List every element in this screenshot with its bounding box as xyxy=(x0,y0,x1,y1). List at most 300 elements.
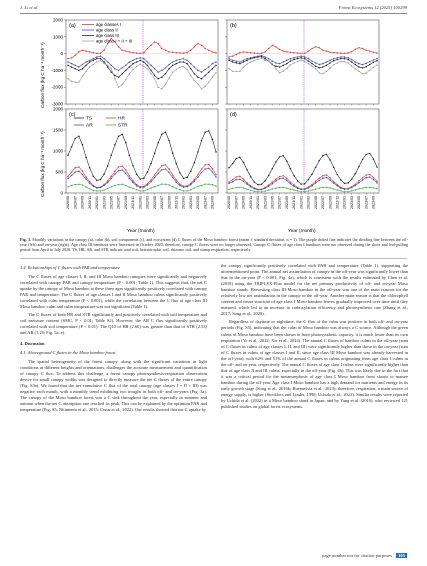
x-tick-label: 2021/03 xyxy=(263,196,268,209)
data-point xyxy=(168,51,170,53)
data-point xyxy=(204,131,206,133)
data-point xyxy=(279,156,281,158)
data-point xyxy=(293,52,295,54)
data-point xyxy=(297,58,299,60)
data-point xyxy=(67,58,69,60)
data-point xyxy=(103,173,105,175)
data-point xyxy=(201,185,203,187)
data-point xyxy=(311,60,313,62)
caption-text: Monthly variations in the canopy (a), culm (b), soil components (c), and ecosystem (d) C fluxes of the Moso bamboo forest (mean ± standard deviation, n = 3). The purple dotted line indicates the dividing line between the off-year (left) and on-year (right). Age class III bamboos were harvested in October 2020; therefore, canopy C fluxes were no longer observed. Canopy C fluxes of age class I bamboos were not observed during the shoot and leaf-pulling period from April to July 2020. TS, HR, AR, and STR indicate total soil, heterotrophic soil, rhizome soil, and stump respiration, respectively. xyxy=(20,237,408,253)
data-point xyxy=(150,65,152,67)
series-line xyxy=(229,154,377,185)
data-point xyxy=(235,187,237,189)
data-point xyxy=(311,189,313,191)
data-point xyxy=(268,48,270,50)
data-point xyxy=(329,177,331,179)
data-point xyxy=(268,58,270,60)
data-point xyxy=(243,178,245,180)
data-point xyxy=(111,186,113,188)
data-point xyxy=(308,50,310,52)
data-point xyxy=(107,65,109,67)
data-point xyxy=(254,52,256,54)
data-point xyxy=(243,51,245,53)
data-point xyxy=(272,168,274,170)
panel-b-frame xyxy=(227,20,379,104)
data-point xyxy=(103,189,105,191)
data-point xyxy=(351,178,353,180)
data-point xyxy=(111,175,113,177)
data-point xyxy=(176,181,178,183)
data-point xyxy=(308,179,310,181)
data-point xyxy=(150,44,152,46)
data-point xyxy=(136,61,138,63)
data-point xyxy=(176,69,178,71)
data-point xyxy=(315,180,317,182)
data-point xyxy=(118,184,120,186)
data-point xyxy=(344,191,346,193)
data-point xyxy=(311,173,313,175)
data-point xyxy=(111,71,113,73)
data-point xyxy=(157,78,159,80)
data-point xyxy=(318,67,320,69)
data-point xyxy=(194,180,196,182)
data-point xyxy=(161,169,163,171)
data-point xyxy=(351,59,353,61)
data-point xyxy=(82,68,84,70)
data-point xyxy=(282,178,284,180)
data-point xyxy=(290,58,292,60)
data-point xyxy=(100,60,102,62)
data-point xyxy=(362,179,364,181)
data-point xyxy=(71,57,73,59)
data-point xyxy=(125,169,127,171)
data-point xyxy=(186,69,188,71)
x-tick-label: 2023/01 xyxy=(181,196,186,209)
data-point xyxy=(89,181,91,183)
data-point xyxy=(143,66,145,68)
data-point xyxy=(183,178,185,180)
series-line xyxy=(229,56,377,65)
legend-a-item-4: age class I + II + III xyxy=(96,38,133,44)
data-point xyxy=(308,187,310,189)
data-point xyxy=(78,51,80,53)
data-point xyxy=(136,66,138,68)
data-point xyxy=(304,58,306,60)
data-point xyxy=(254,191,256,193)
data-point xyxy=(257,53,259,55)
data-point xyxy=(186,186,188,188)
data-point xyxy=(78,81,80,83)
data-point xyxy=(264,180,266,182)
paragraph: Regardless of daytime or nighttime, the C flux of the culm was positive in both off- and on-year periods (Fig. S5), indicating that the culm of Moso bamboo was always a C source. Although the green culms of Moso bamboo have been shown to have photosynthetic capacity, it is much lower than its own respiration (Ye et al., 2022; Xie et al., 2024). The annual C fluxes of bamboo culms in the off-year (sum of C fluxes in culms of age classes I, II, and III) were significantly higher than those in the on-year (sum of C fluxes in culms of age classes I and II, since age class III Moso bamboo was already harvested in the off-year), with 62% and 51% of the annual C fluxes in culms originating from age class I culms in the off- and on-year, respectively. The annual C fluxes of age class I culms were significantly higher than that of age class II and III culms, especially in the off-year (Fig. 4b). This was likely due to the fact that it was a critical period for the metamorphosis of age class I Moso bamboo from shoots to mature bamboo during the off-year. Age class I Moso bamboo has a high demand for nutrients and energy in its early growth stage (Song et al., 2016b; Buenavista et al., 2023); therefore, respiration, a main source of energy supply, is higher (Stockfors and Linder, 1998; Uchida et al., 2022). Similar results were reported by Uchida et al. (2022) in a Moso bamboo stand in Japan, and by Yang et al. (2016), who reviewed 121 published studies on global forest ecosystems. xyxy=(221,319,408,410)
data-point xyxy=(89,51,91,53)
data-point xyxy=(239,157,241,159)
data-point xyxy=(376,58,378,60)
data-point xyxy=(373,62,375,64)
x-tick-label: 2021/11 xyxy=(131,196,136,209)
data-point xyxy=(235,62,237,64)
data-point xyxy=(67,61,69,63)
data-point xyxy=(261,56,263,58)
data-point xyxy=(329,187,331,189)
data-point xyxy=(190,68,192,70)
series-line xyxy=(68,168,216,188)
data-point xyxy=(204,164,206,166)
data-point xyxy=(300,55,302,57)
data-point xyxy=(161,165,163,167)
data-point xyxy=(208,71,210,73)
data-point xyxy=(337,52,339,54)
data-point xyxy=(261,183,263,185)
x-tick-label: 2020/05 xyxy=(227,196,232,209)
data-point xyxy=(268,60,270,62)
data-point xyxy=(304,183,306,185)
data-point xyxy=(340,61,342,63)
data-point xyxy=(71,185,73,187)
data-point xyxy=(318,187,320,189)
data-point xyxy=(194,162,196,164)
data-point xyxy=(340,58,342,60)
data-point xyxy=(358,70,360,72)
data-point xyxy=(78,66,80,68)
data-point xyxy=(286,160,288,162)
data-point xyxy=(232,179,234,181)
data-point xyxy=(293,62,295,64)
x-tick-label: 2021/11 xyxy=(292,196,297,209)
data-point xyxy=(246,52,248,54)
data-point xyxy=(125,185,127,187)
data-point xyxy=(125,173,127,175)
data-point xyxy=(172,52,174,54)
data-point xyxy=(208,167,210,169)
x-tick-label: 2023/07 xyxy=(203,196,208,209)
data-point xyxy=(204,86,206,88)
data-point xyxy=(215,186,217,188)
data-point xyxy=(250,52,252,54)
data-point xyxy=(176,188,178,190)
data-point xyxy=(250,61,252,63)
paragraph: the canopy significantly positively correlated with PAR and temperature (Table 1), supporting the aforementioned point. The annual net assimilation of canopy in the off-year was significantly lower than that in the on-year (P < 0.001; Fig. 4a), which is consistent with the results estimated by Chen et al. (2018) using the TRIPLEX-Flux model for the net primary productivity of off- and on-year Moso bamboo stands. Harvesting class III Moso bamboo in the off-year was one of the main reasons for the relatively low net assimilation in the canopy in the off-year. Another main reason is that the chlorophyll content and tissue structure of age class I Moso bamboo leaves gradually improved over time until they matured, which led to an increase in carboxylation efficiency and photosynthesis rate (Zhang et al., 2017; Song et al., 2020). xyxy=(221,263,408,317)
data-point xyxy=(300,59,302,61)
data-point xyxy=(143,190,145,192)
data-point xyxy=(215,174,217,176)
data-point xyxy=(96,53,98,55)
data-point xyxy=(82,64,84,66)
data-point xyxy=(161,48,163,50)
data-point xyxy=(176,163,178,165)
data-point xyxy=(71,81,73,83)
data-point xyxy=(150,187,152,189)
data-point xyxy=(264,58,266,60)
data-point xyxy=(329,62,331,64)
data-point xyxy=(293,175,295,177)
data-point xyxy=(355,49,357,51)
legend-a xyxy=(82,22,132,44)
data-point xyxy=(168,172,170,174)
data-point xyxy=(157,173,159,175)
data-point xyxy=(194,66,196,68)
data-point xyxy=(228,183,230,185)
data-point xyxy=(194,46,196,48)
data-point xyxy=(100,52,102,54)
data-point xyxy=(114,78,116,80)
header-rule xyxy=(20,13,407,14)
data-point xyxy=(183,58,185,60)
data-point xyxy=(239,61,241,63)
data-point xyxy=(282,50,284,52)
data-point xyxy=(78,166,80,168)
data-point xyxy=(376,52,378,54)
data-point xyxy=(246,183,248,185)
data-point xyxy=(340,56,342,58)
page-footer xyxy=(322,553,407,558)
data-point xyxy=(235,60,237,62)
data-point xyxy=(89,61,91,63)
data-point xyxy=(93,58,95,60)
data-point xyxy=(118,86,120,88)
data-point xyxy=(264,60,266,62)
data-point xyxy=(239,63,241,65)
data-point xyxy=(201,44,203,46)
y-tick-label: -2000 xyxy=(51,84,63,90)
data-point xyxy=(215,176,217,178)
section-heading-discussion: 4. Discussion xyxy=(20,340,45,346)
data-point xyxy=(315,46,317,48)
data-point xyxy=(204,183,206,185)
data-point xyxy=(204,69,206,71)
data-point xyxy=(376,60,378,62)
data-point xyxy=(329,67,331,69)
data-point xyxy=(139,178,141,180)
x-tick-label: 2020/09 xyxy=(241,196,246,209)
data-point xyxy=(150,179,152,181)
data-point xyxy=(111,68,113,70)
data-point xyxy=(315,182,317,184)
data-point xyxy=(74,138,76,140)
data-point xyxy=(264,187,266,189)
data-point xyxy=(322,178,324,180)
data-point xyxy=(293,57,295,59)
data-point xyxy=(358,180,360,182)
data-point xyxy=(376,166,378,168)
data-point xyxy=(322,73,324,75)
data-point xyxy=(215,61,217,63)
data-point xyxy=(228,56,230,58)
data-point xyxy=(93,190,95,192)
x-tick-label: 2020/07 xyxy=(73,196,78,209)
data-point xyxy=(246,169,248,171)
data-point xyxy=(172,65,174,67)
data-point xyxy=(282,175,284,177)
data-point xyxy=(129,178,131,180)
data-point xyxy=(254,188,256,190)
data-point xyxy=(340,187,342,189)
data-point xyxy=(333,64,335,66)
data-point xyxy=(297,190,299,192)
data-point xyxy=(107,66,109,68)
data-point xyxy=(157,185,159,187)
x-tick-label: 2021/03 xyxy=(102,196,107,209)
data-point xyxy=(96,58,98,60)
data-point xyxy=(132,180,134,182)
data-point xyxy=(243,66,245,68)
data-point xyxy=(333,181,335,183)
legend-a-item-3: age class III xyxy=(96,33,119,38)
data-point xyxy=(322,63,324,65)
series-line xyxy=(229,45,377,57)
legend-c xyxy=(74,116,128,129)
data-point xyxy=(176,179,178,181)
data-point xyxy=(154,78,156,80)
data-point xyxy=(121,133,123,135)
data-point xyxy=(304,191,306,193)
data-point xyxy=(157,169,159,171)
data-point xyxy=(250,176,252,178)
data-point xyxy=(228,68,230,70)
data-point xyxy=(286,63,288,65)
data-point xyxy=(100,179,102,181)
data-point xyxy=(318,64,320,66)
data-point xyxy=(279,176,281,178)
paragraph: The C fluxes of age classes I, II, and III Moso bamboo canopies were significantly and negatively correlated with canopy PAR and canopy temperature (P < 0.001; Table 1). This suggests that, the net C uptake by the canopy of Moso bamboo at these three ages significantly positively correlated with canopy PAR and temperature. The C fluxes of age classes I and II Moso bamboo culms significantly positively correlated with culm temperature (P < 0.001), while the correlation between the C flux of age class III Moso bamboo culm and culm temperature was not significant (Table 1). xyxy=(20,274,207,310)
data-point xyxy=(129,61,131,63)
data-point xyxy=(268,175,270,177)
data-point xyxy=(132,182,134,184)
data-point xyxy=(318,180,320,182)
x-tick-label: 2020/05 xyxy=(66,196,71,209)
data-point xyxy=(121,49,123,51)
data-point xyxy=(282,70,284,72)
data-point xyxy=(168,168,170,170)
data-point xyxy=(107,165,109,167)
x-tick-label: 2022/03 xyxy=(306,196,311,209)
data-point xyxy=(168,64,170,66)
data-point xyxy=(197,151,199,153)
data-point xyxy=(365,154,367,156)
data-point xyxy=(297,188,299,190)
data-point xyxy=(257,189,259,191)
data-point xyxy=(362,64,364,66)
data-point xyxy=(239,52,241,54)
data-point xyxy=(282,65,284,67)
data-point xyxy=(337,57,339,59)
data-point xyxy=(347,62,349,64)
data-point xyxy=(118,70,120,72)
data-point xyxy=(268,186,270,188)
data-point xyxy=(333,182,335,184)
data-point xyxy=(311,65,313,67)
data-point xyxy=(74,167,76,169)
y-tick-label: 0 xyxy=(60,190,63,196)
data-point xyxy=(293,189,295,191)
running-header-authors: J. Li et al. xyxy=(20,5,39,10)
data-point xyxy=(286,60,288,62)
data-point xyxy=(264,56,266,58)
data-point xyxy=(235,179,237,181)
data-point xyxy=(179,172,181,174)
data-point xyxy=(183,66,185,68)
data-point xyxy=(85,50,87,52)
data-point xyxy=(355,61,357,63)
data-point xyxy=(201,88,203,90)
section-heading-3-4: 3.4. Relationships of C fluxes with PAR and temperature xyxy=(20,265,120,270)
paragraph: The C fluxes of both HR and STR significantly and positively correlated with soil temperature and soil moisture content (SMC, P < 0.01; Table S2). However, the AR C flux significantly positively correlated with soil temperature (P < 0.01). The Q10 of HR (2.60) was greater than that of STR (2.53) and AR (1.28; Fig. 5a–e). xyxy=(20,312,207,336)
data-point xyxy=(300,189,302,191)
data-point xyxy=(286,51,288,53)
data-point xyxy=(329,159,331,161)
data-point xyxy=(311,185,313,187)
right-column xyxy=(221,263,408,412)
data-point xyxy=(96,190,98,192)
data-point xyxy=(239,70,241,72)
data-point xyxy=(121,84,123,86)
x-tick-label: 2022/07 xyxy=(160,196,165,209)
data-point xyxy=(318,47,320,49)
data-point xyxy=(165,84,167,86)
data-point xyxy=(344,58,346,60)
data-point xyxy=(147,61,149,63)
data-point xyxy=(326,174,328,176)
data-point xyxy=(337,59,339,61)
data-point xyxy=(103,63,105,65)
x-tick-label: 2022/01 xyxy=(138,196,143,209)
data-point xyxy=(286,180,288,182)
data-point xyxy=(304,56,306,58)
data-point xyxy=(172,152,174,154)
data-point xyxy=(215,65,217,67)
data-point xyxy=(318,178,320,180)
data-point xyxy=(208,66,210,68)
data-point xyxy=(121,67,123,69)
data-point xyxy=(290,188,292,190)
data-point xyxy=(290,183,292,185)
data-point xyxy=(197,70,199,72)
footer-note: page number not for citation purposes xyxy=(322,553,392,558)
data-point xyxy=(215,72,217,74)
x-tick-label: 2021/05 xyxy=(109,196,114,209)
data-point xyxy=(71,146,73,148)
data-point xyxy=(297,52,299,54)
data-point xyxy=(121,165,123,167)
data-point xyxy=(347,191,349,193)
data-point xyxy=(176,52,178,54)
y-tick-label: 2000 xyxy=(52,17,63,23)
data-point xyxy=(254,60,256,62)
data-point xyxy=(351,61,353,63)
data-point xyxy=(93,186,95,188)
data-point xyxy=(197,43,199,45)
data-point xyxy=(204,75,206,77)
data-point xyxy=(351,51,353,53)
data-point xyxy=(103,58,105,60)
data-point xyxy=(279,72,281,74)
data-point xyxy=(308,190,310,192)
x-axis-label-right: Year (month) xyxy=(288,229,316,234)
data-point xyxy=(172,174,174,176)
data-point xyxy=(333,58,335,60)
data-point xyxy=(129,51,131,53)
data-point xyxy=(114,144,116,146)
data-point xyxy=(82,170,84,172)
data-point xyxy=(165,73,167,75)
legend-a-item-1: age classes I xyxy=(96,22,122,27)
data-point xyxy=(78,170,80,172)
y-tick-label: -3000 xyxy=(51,101,63,107)
data-point xyxy=(67,175,69,177)
data-point xyxy=(358,182,360,184)
data-point xyxy=(376,188,378,190)
data-point xyxy=(157,43,159,45)
